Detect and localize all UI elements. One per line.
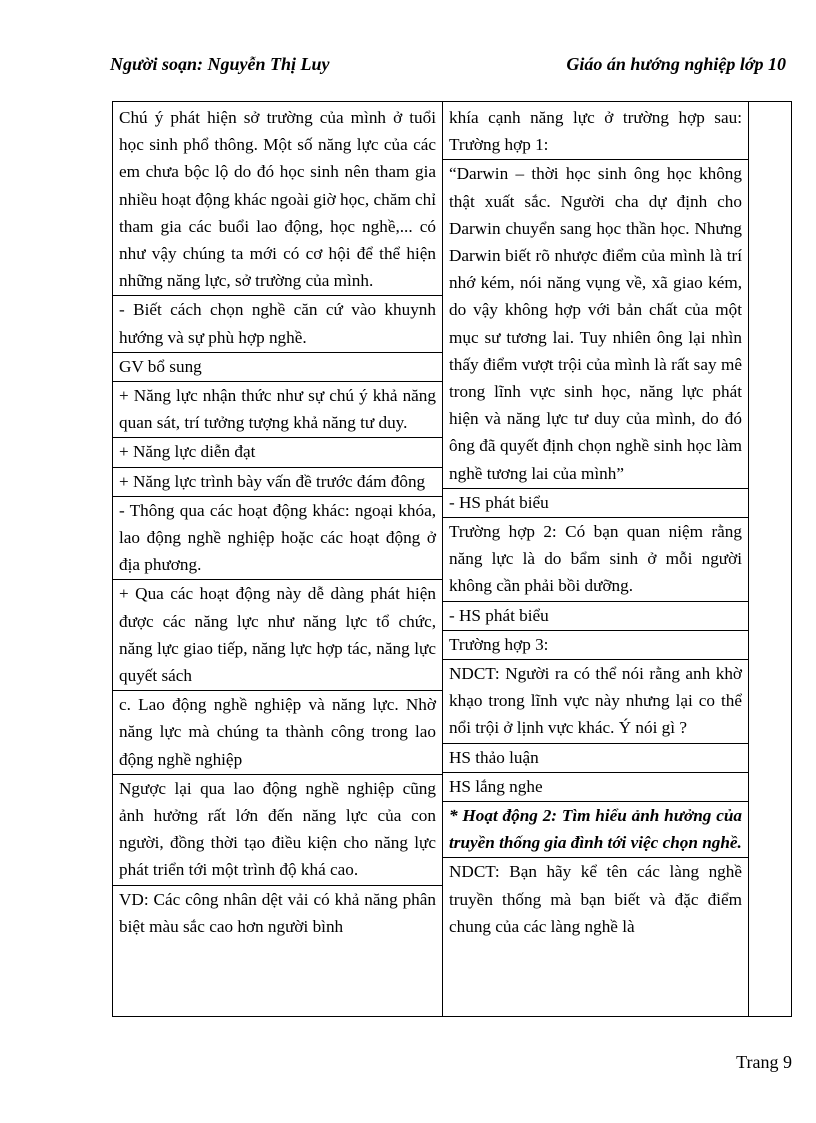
lesson-table [112, 101, 792, 1017]
right-paragraph: “Darwin – thời học sinh ông học không thật xuất sắc. Người cha dự định cho Darwin chuyển sang học thần học. Nhưng Darwin biết rõ nhược điểm của mình là trí nhớ kém, nói năng vụng về, xã giao kém, do vậy không hợp với bản chất của một mục sư tương lai. Tuy nhiên ông lại nhìn thấy điểm vượt trội của mình là rất say mê trong lĩnh vực sinh học, năng lực phát hiện và năng lực tư duy của mình, do đó ông đã quyết định chọn nghề sinh học làm nghề tương lai của mình” [443, 160, 748, 488]
right-paragraph: Trường hợp 2: Có bạn quan niệm rằng năng lực là do bẩm sinh ở mỗi người không cần phải bồi dưỡng. [443, 518, 748, 602]
left-paragraph: + Năng lực nhận thức như sự chú ý khả năng quan sát, trí tưởng tượng khả năng tư duy. [113, 382, 442, 438]
page-number: Trang 9 [736, 1052, 792, 1072]
left-paragraph: + Qua các hoạt động này dễ dàng phát hiện được các năng lực như năng lực tổ chức, năng lực giao tiếp, năng lực hợp tác, năng lực quyết sách [113, 580, 442, 691]
left-paragraph: Ngược lại qua lao động nghề nghiệp cũng ảnh hưởng rất lớn đến năng lực của con người, đồng thời tạo điều kiện cho năng lực phát triển tới một trình độ khá cao. [113, 775, 442, 886]
right-paragraph: HS thảo luận [443, 744, 748, 773]
right-paragraph: khía cạnh năng lực ở trường hợp sau: Trường hợp 1: [443, 102, 748, 160]
left-paragraph: - Biết cách chọn nghề căn cứ vào khuynh hướng và sự phù hợp nghề. [113, 296, 442, 352]
page-header [110, 54, 786, 76]
activity-heading: * Hoạt động 2: Tìm hiểu ảnh hưởng của truyền thống gia đình tới việc chọn nghề. [443, 802, 748, 858]
document-title: Giáo án hướng nghiệp lớp 10 [566, 54, 786, 74]
right-paragraph: - HS phát biểu [443, 489, 748, 518]
left-paragraph: + Năng lực diễn đạt [113, 438, 442, 467]
left-paragraph: VD: Các công nhân dệt vải có khả năng phân biệt màu sắc cao hơn người bình [119, 889, 436, 936]
author-line: Người soạn: Nguyễn Thị Luy [110, 54, 330, 74]
left-paragraph: GV bổ sung [113, 353, 442, 382]
left-paragraph: c. Lao động nghề nghiệp và năng lực. Nhờ năng lực mà chúng ta thành công trong lao động nghề nghiệp [113, 691, 442, 775]
left-paragraph: + Năng lực trình bày vấn đề trước đám đông [113, 468, 442, 497]
right-paragraph: NDCT: Bạn hãy kể tên các làng nghề truyền thống mà bạn biết và đặc điểm chung của các làng nghề là [449, 862, 742, 936]
right-paragraph: NDCT: Người ra có thể nói rằng anh khờ khạo trong lĩnh vực này nhưng lại co thể nổi trội ở lịnh vực khác. Ý nói gì ? [443, 660, 748, 744]
right-paragraph: HS lắng nghe [443, 773, 748, 802]
right-paragraph: - HS phát biểu [443, 602, 748, 631]
left-paragraph: Chú ý phát hiện sở trường của mình ở tuổi học sinh phổ thông. Một số năng lực của các em chưa bộc lộ do đó học sinh nên tham gia nhiều hoạt động khác ngoài giờ học, chăm chỉ tham gia các buổi lao động, học nghề,... có như vậy chúng ta mới có cơ hội để thể hiện những năng lực, sở trường của mình. [113, 102, 442, 296]
notes-column [749, 102, 791, 1016]
activity-column [443, 102, 749, 1016]
teacher-content-column [113, 102, 443, 1016]
right-paragraph: Trường hợp 3: [443, 631, 748, 660]
left-paragraph: - Thông qua các hoạt động khác: ngoại khóa, lao động nghề nghiệp hoặc các hoạt động ở địa phương. [113, 497, 442, 581]
